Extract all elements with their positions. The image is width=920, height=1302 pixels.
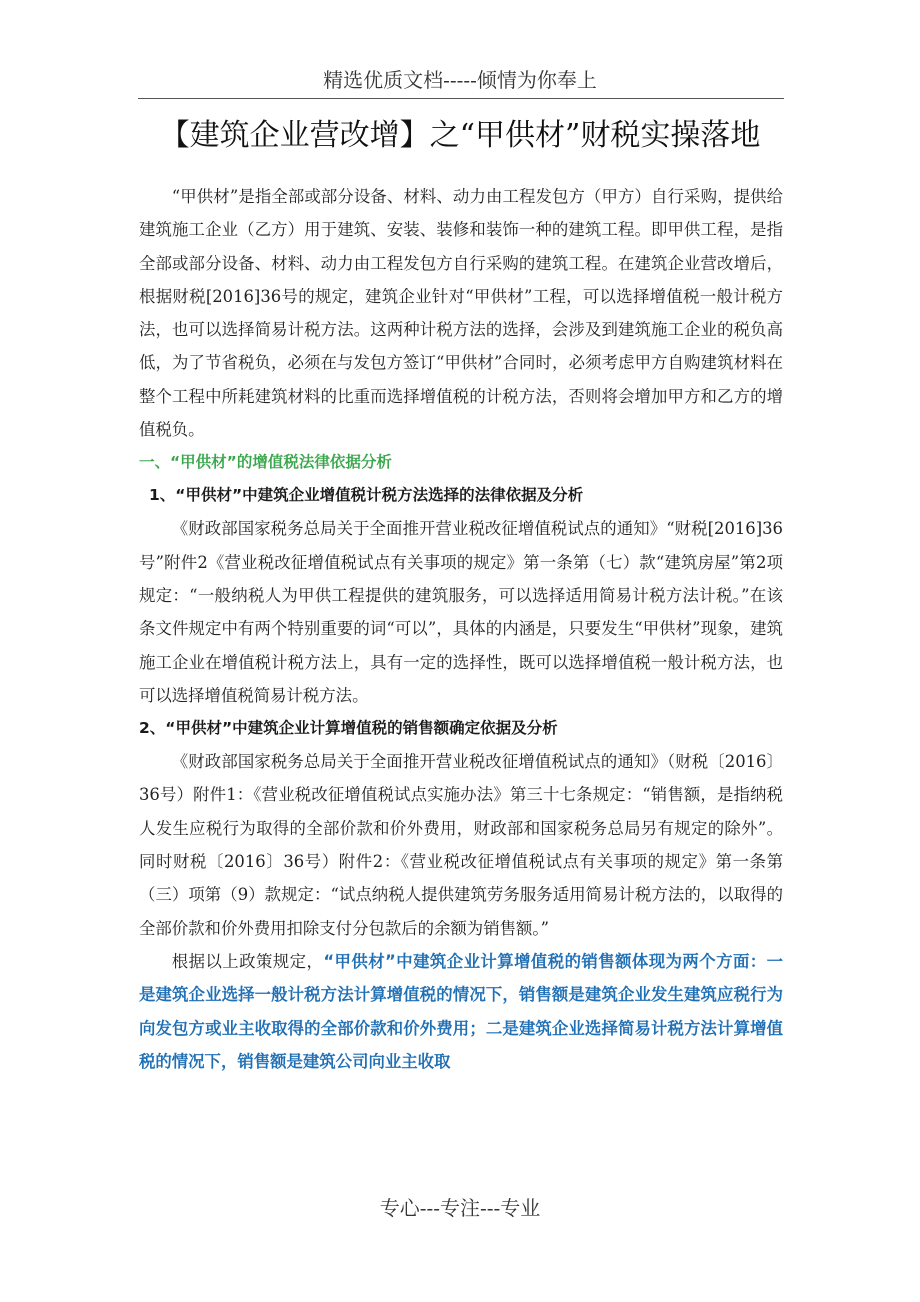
conclusion-emphasis: “甲供材”中建筑企业计算增值税的销售额体现为两个方面：一是建筑企业选择一般计税方法计算增值税的情况下，销售额是建筑企业发生建筑应税行为向发包方或业主收取得的全部价款和价外费用；二是建筑企业选择简易计税方法计算增值税的情况下，销售额是建筑公司向业主收取	[139, 951, 784, 1071]
document-title: 【建筑企业营改增】之“甲供材”财税实操落地	[159, 118, 761, 153]
subsection-heading-2: 2、“甲供材”中建筑企业计算增值税的销售额确定依据及分析	[139, 719, 558, 738]
conclusion-paragraph	[139, 945, 783, 1078]
section-heading-1: 一、“甲供材”的增值税法律依据分析	[139, 453, 392, 472]
subsection-heading-1: 1、“甲供材”中建筑企业增值税计税方法选择的法律依据及分析	[149, 486, 584, 505]
header-divider	[138, 98, 784, 99]
subsection-1-paragraph: 《财政部国家税务总局关于全面推开营业税改征增值税试点的通知》“财税[2016]36号”附件2《营业税改征增值税试点有关事项的规定》第一条第（七）款“建筑房屋”第2项规定：“一般纳税人为甲供工程提供的建筑服务，可以选择适用简易计税方法计税。”在该条文件规定中有两个特别重要的词“可以”，具体的内涵是，只要发生“甲供材”现象，建筑施工企业在增值税计税方法上，具有一定的选择性，既可以选择增值税一般计税方法，也可以选择增值税简易计税方法。	[139, 519, 783, 705]
page-footer: 专心---专注---专业	[379, 1196, 541, 1220]
page-header: 精选优质文档-----倾情为你奉上	[323, 68, 597, 92]
intro-paragraph: “甲供材”是指全部或部分设备、材料、动力由工程发包方（甲方）自行采购，提供给建筑施工企业（乙方）用于建筑、安装、装修和装饰一种的建筑工程。即甲供工程，是指全部或部分设备、材料、动力由工程发包方自行采购的建筑工程。在建筑企业营改增后，根据财税[2016]36号的规定，建筑企业针对“甲供材”工程，可以选择增值税一般计税方法，也可以选择简易计税方法。这两种计税方法的选择，会涉及到建筑施工企业的税负高低，为了节省税负，必须在与发包方签订“甲供材”合同时，必须考虑甲方自购建筑材料在整个工程中所耗建筑材料的比重而选择增值税的计税方法，否则将会增加甲方和乙方的增值税负。	[139, 187, 783, 440]
conclusion-lead: 根据以上政策规定，	[171, 951, 324, 971]
subsection-2-paragraph: 《财政部国家税务总局关于全面推开营业税改征增值税试点的通知》（财税〔2016〕36号）附件1：《营业税改征增值税试点实施办法》第三十七条规定：“销售额，是指纳税人发生应税行为取得的全部价款和价外费用，财政部和国家税务总局另有规定的除外”。同时财税〔2016〕36号）附件2：《营业税改征增值税试点有关事项的规定》第一条第（三）项第（9）款规定：“试点纳税人提供建筑劳务服务适用简易计税方法的，以取得的全部价款和价外费用扣除支付分包款后的余额为销售额。”	[139, 752, 783, 938]
document-body	[139, 180, 783, 1078]
